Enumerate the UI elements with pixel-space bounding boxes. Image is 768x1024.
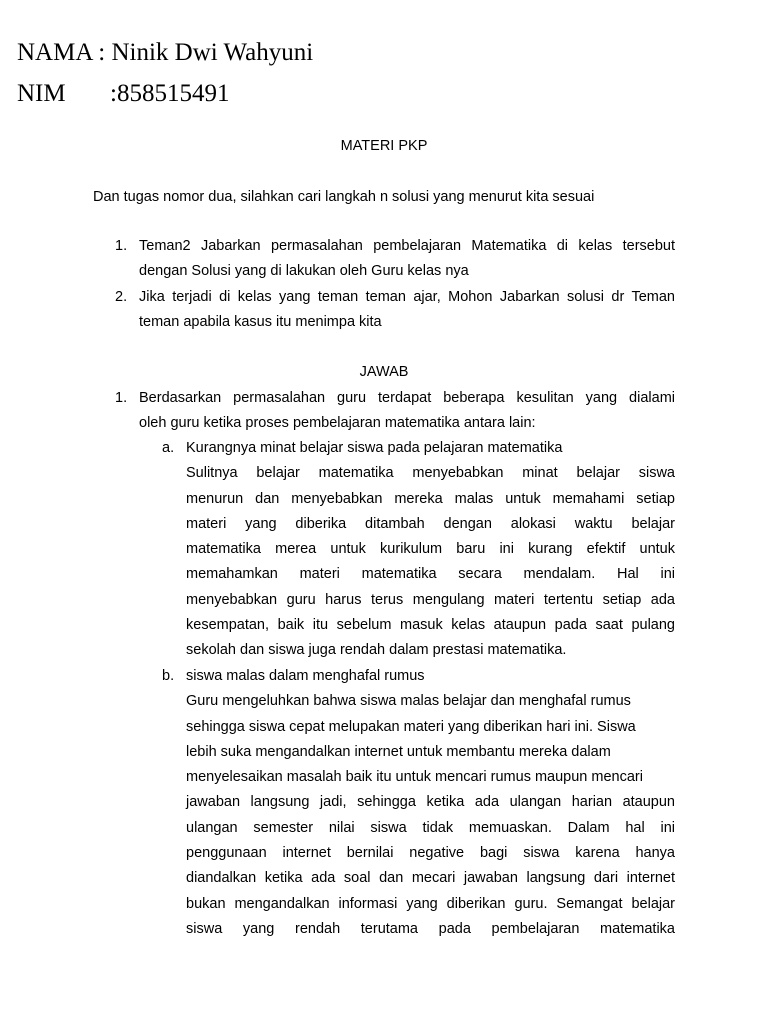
subitem-line: Sulitnya belajar matematika menyebabkan minat belajar siswa <box>186 465 675 482</box>
subitem-line: diandalkan ketika ada soal dan mecari jawaban langsung dari internet <box>186 870 675 887</box>
nim-label: NIM <box>17 80 66 107</box>
subitem-line: matematika merea untuk kurikulum baru ini kurang efektif untuk <box>186 541 675 558</box>
task-line: dengan Solusi yang di lakukan oleh Guru kelas nya <box>139 263 469 280</box>
intro-text: Dan tugas nomor dua, silahkan cari langkah n solusi yang menurut kita sesuai <box>93 189 595 205</box>
subitem-line: menyelesaikan masalah baik itu untuk mencari rumus maupun mencari <box>186 769 643 786</box>
subitem-line: siswa yang rendah terutama pada pembelajaran matematika <box>186 920 675 937</box>
subitem-marker: a. <box>162 440 175 456</box>
subitem-line: menyebabkan guru harus terus mengulang materi tertentu setiap ada <box>186 591 675 608</box>
answer-marker: 1. <box>115 390 128 406</box>
subitem-a <box>162 436 675 664</box>
subitem-line: kesempatan, baik itu sebelum masuk kelas ataupun pada saat pulang <box>186 617 675 634</box>
task-marker: 2. <box>115 289 128 305</box>
jawab-heading: JAWAB <box>359 364 409 380</box>
subitem-line: lebih suka mengandalkan internet untuk membantu mereka dalam <box>186 743 611 760</box>
subitem-line: penggunaan internet bernilai negative bagi siswa karena hanya <box>186 845 675 862</box>
task-marker: 1. <box>115 238 128 254</box>
subitem-line: jawaban langsung jadi, sehingga ketika ada ulangan harian ataupun <box>186 794 675 811</box>
task-line: teman apabila kasus itu menimpa kita <box>139 314 382 331</box>
document-title: MATERI PKP <box>340 138 428 154</box>
answer-line: oleh guru ketika proses pembelajaran matematika antara lain: <box>139 415 536 432</box>
subitem-b <box>162 664 675 942</box>
subitem-line: ulangan semester nilai siswa tidak memuaskan. Dalam hal ini <box>186 819 675 836</box>
student-name: NAMA : Ninik Dwi Wahyuni <box>17 39 314 66</box>
subitem-title: siswa malas dalam menghafal rumus <box>186 668 425 684</box>
subitem-marker: b. <box>162 668 175 684</box>
task-item-2 <box>115 285 675 336</box>
task-line: Teman2 Jabarkan permasalahan pembelajaran Matematika di kelas tersebut <box>139 238 675 254</box>
nim-value: :858515491 <box>110 80 230 107</box>
student-nim <box>17 79 229 109</box>
subitem-line: menurun dan menyebabkan mereka malas untuk memahami setiap <box>186 490 675 507</box>
task-item-1 <box>115 234 675 285</box>
answer-item-1 <box>115 386 675 437</box>
answer-line: Berdasarkan permasalahan guru terdapat beberapa kesulitan yang dialami <box>139 390 675 406</box>
subitem-line: memahamkan materi matematika secara mendalam. Hal ini <box>186 566 675 583</box>
subitem-line: sehingga siswa cepat melupakan materi yang diberikan hari ini. Siswa <box>186 718 636 735</box>
subitem-line: bukan mengandalkan informasi yang diberikan guru. Semangat belajar <box>186 895 675 912</box>
subitem-title: Kurangnya minat belajar siswa pada pelajaran matematika <box>186 440 563 456</box>
task-line: Jika terjadi di kelas yang teman teman ajar, Mohon Jabarkan solusi dr Teman <box>139 289 675 305</box>
subitem-line: sekolah dan siswa juga rendah dalam prestasi matematika. <box>186 642 567 659</box>
subitem-line: materi yang diberika ditambah dengan alokasi waktu belajar <box>186 515 675 532</box>
subitem-line: Guru mengeluhkan bahwa siswa malas belajar dan menghafal rumus <box>186 693 631 710</box>
